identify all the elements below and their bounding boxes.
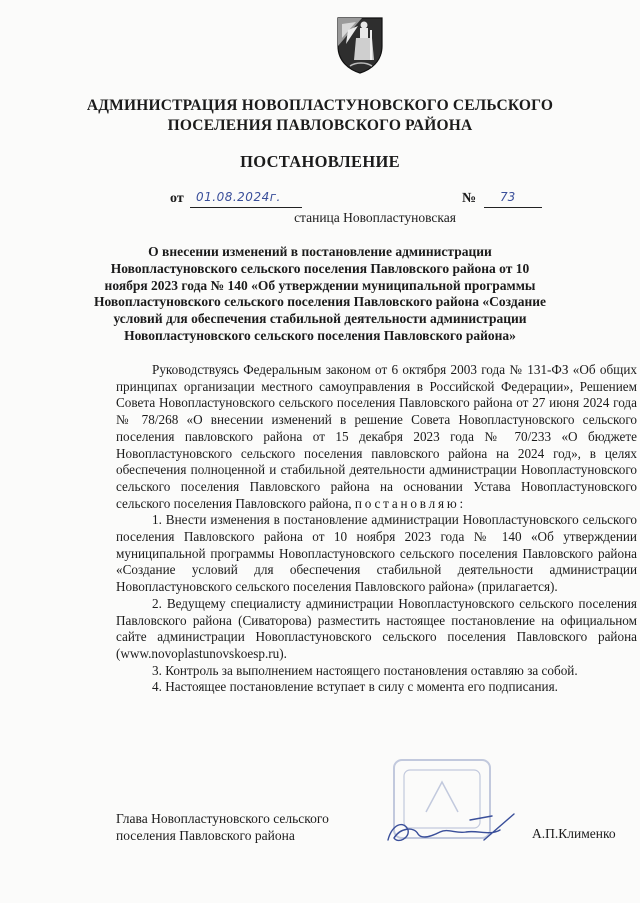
decree-item-1: 1. Внести изменения в постановление администрации Новопластуновского сельского поселения Павловского района от 10 ноября 2023 года № 140 «Об утверждении муниципальной программы Новопластуновского сельского поселения Павловского района «Создание условий для обеспечения стабильной деятельности администрации Новопластуновского сельского поселения Павловского района» (прилагается). <box>116 512 637 595</box>
date-label: от <box>170 191 184 206</box>
administration-title-line1: АДМИНИСТРАЦИЯ НОВОПЛАСТУНОВСКОГО СЕЛЬСКОГО <box>86 97 554 114</box>
date-field <box>190 189 302 208</box>
number-label: № <box>462 191 477 206</box>
coat-of-arms-icon <box>336 16 384 74</box>
subject-line: Новопластуновского сельского поселения Павловского района от 10 <box>110 260 530 276</box>
place-of-issue: станица Новопластуновская <box>294 210 456 225</box>
subject-line: Новопластуновского сельского поселения Павловского района «Создание <box>94 294 546 310</box>
subject-line: условий для обеспечения стабильной деятельности администрации <box>113 311 527 327</box>
decree-item-3: 3. Контроль за выполнением настоящего постановления оставляю за собой. <box>152 662 578 678</box>
decree-subject <box>0 244 640 345</box>
position-line2: поселения Павловского района <box>116 828 295 843</box>
number-value: 73 <box>500 190 516 204</box>
position-line1: Глава Новопластуновского сельского <box>116 811 329 826</box>
decree-item-2: 2. Ведущему специалисту администрации Новопластуновского сельского поселения Павловского района (Сиваторова) разместить настоящее постановление на официальном сайте администрации Новопластуновского сельского поселения Павловского района (www.novoplastunovskoesp.ru). <box>116 595 637 661</box>
subject-line: ноября 2023 года № 140 «Об утверждении муниципальной программы <box>104 277 536 293</box>
administration-title <box>0 96 640 136</box>
preamble <box>116 362 637 512</box>
subject-line: О внесении изменений в постановление администрации <box>148 244 492 259</box>
registration-line <box>170 189 550 211</box>
decree-title: ПОСТАНОВЛЕНИЕ <box>240 152 400 171</box>
signatory-name: А.П.Клименко <box>532 826 616 841</box>
handwritten-signature-icon <box>374 810 524 854</box>
decree-item-4: 4. Настоящее постановление вступает в силу с момента его подписания. <box>152 679 558 695</box>
resolve-word: постановляю: <box>354 495 466 511</box>
number-field <box>484 189 542 208</box>
signatory-position <box>116 810 329 844</box>
administration-title-line2: ПОСЕЛЕНИЯ ПАВЛОВСКОГО РАЙОНА <box>167 117 473 134</box>
preamble-text: Руководствуясь Федеральным законом от 6 октября 2003 года № 131-ФЗ «Об общих принципах организации местного самоуправления в Российской Федерации», Решением Совета Новопластуновского сельского поселения Павловского района от 27 июня 2024 года № 78/268 «О внесении изменений в решение Совета Новопластуновского сельского поселения павловского района от 15 декабря 2023 года № 70/233 «О бюджете Новопластуновского сельского поселения павловского района на 2024 год», в целях обеспечения полноценной и стабильной деятельности администрации Новопластуновского сельского поселения Павловского района на основании Устава Новопластуновского сельского поселения Павловского района, <box>116 362 637 511</box>
date-value: 01.08.2024г. <box>196 190 281 204</box>
subject-line: Новопластуновского сельского поселения Павловского района» <box>124 327 516 343</box>
decree-body <box>116 362 637 696</box>
